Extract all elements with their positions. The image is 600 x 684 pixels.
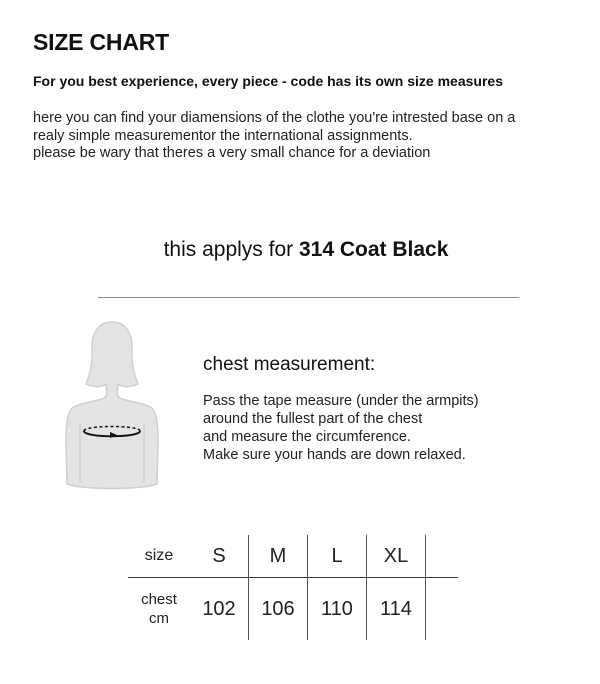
chest-cell-xl: 114 <box>367 578 426 641</box>
chest-label: chest <box>141 591 177 608</box>
chest-cell-s: 102 <box>190 578 249 641</box>
size-cell-s: S <box>212 544 226 567</box>
size-table <box>128 535 458 640</box>
measurement-instructions <box>203 392 479 464</box>
page-subtitle: For you best experience, every piece - code has its own size measures <box>33 73 503 89</box>
intro-line: here you can find your diamensions of the clothe you're intrested base on a <box>33 110 516 126</box>
chest-cell-l: 110 <box>308 578 367 641</box>
table-header-row <box>128 535 458 578</box>
size-cell-l: L <box>308 535 367 578</box>
unit-label: cm <box>149 610 169 627</box>
table-spacer-cell <box>426 578 459 641</box>
instruction-line: and measure the circumference. <box>203 429 411 445</box>
intro-line: please be wary that theres a very small chance for a deviation <box>33 145 431 161</box>
product-name: 314 Coat Black <box>298 238 449 261</box>
instruction-line: around the fullest part of the chest <box>203 411 423 427</box>
page-title: SIZE CHART <box>33 29 170 55</box>
chest-row-label <box>128 578 190 641</box>
intro-line: realy simple measurementor the international assignments. <box>33 127 413 144</box>
size-row-label: size <box>144 547 174 564</box>
measurement-heading: chest measurement: <box>203 354 376 375</box>
instruction-line: Pass the tape measure (under the armpits) <box>203 393 479 409</box>
section-divider <box>98 297 519 298</box>
table-spacer-cell <box>426 535 459 578</box>
instruction-line: Make sure your hands are down relaxed. <box>203 447 466 463</box>
table-row <box>128 578 458 641</box>
size-cell-m: M <box>249 535 308 578</box>
applies-to-line <box>0 238 600 262</box>
applies-prefix: this applys for <box>163 238 294 261</box>
torso-silhouette-icon <box>62 318 162 493</box>
chest-cell-m: 106 <box>249 578 308 641</box>
intro-text <box>33 110 573 163</box>
size-cell-xl: XL <box>367 535 426 578</box>
